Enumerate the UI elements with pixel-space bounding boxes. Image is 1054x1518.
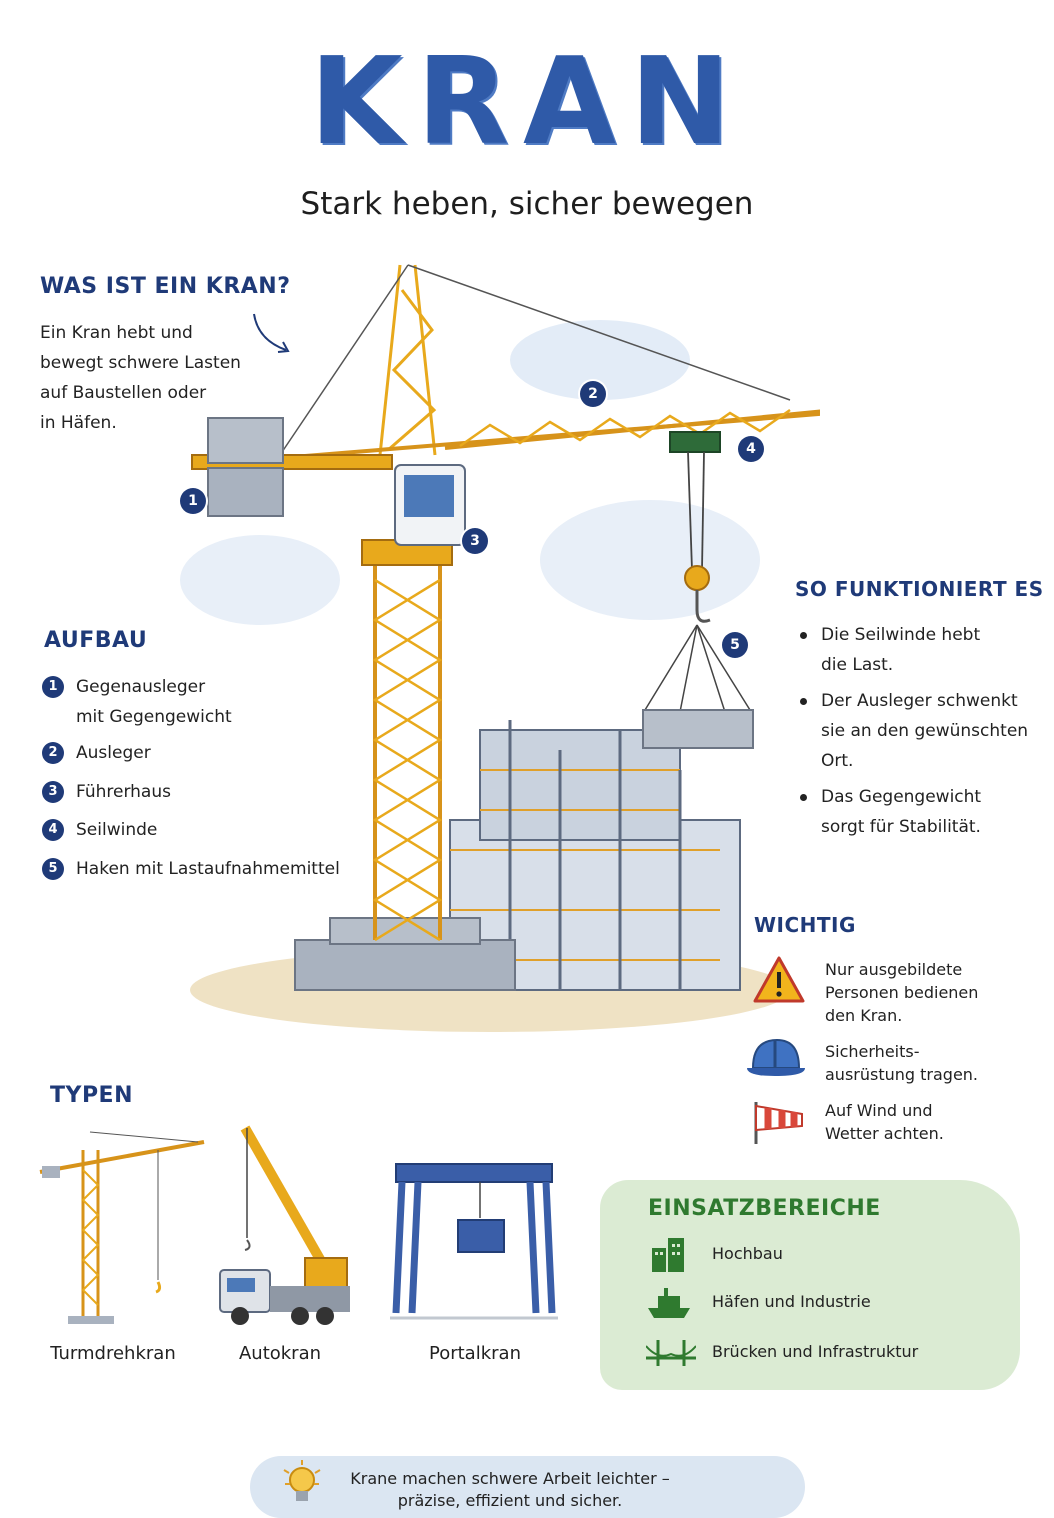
- warning-triangle-icon: [752, 955, 806, 1005]
- marker-4: 4: [738, 436, 764, 462]
- intro-text: Ein Kran hebt und bewegt schwere Lasten auf Baustellen oder in Häfen.: [40, 323, 241, 433]
- marker-3: 3: [462, 528, 488, 554]
- ship-icon: [646, 1284, 692, 1322]
- footer-text: Krane machen schwere Arbeit leichter – präzise, effizient und sicher.: [350, 1469, 670, 1510]
- page-subtitle: Stark heben, sicher bewegen: [300, 186, 754, 222]
- funktion-heading: SO FUNKTIONIERT ES: [795, 577, 1044, 601]
- bridge-icon: [646, 1336, 696, 1370]
- wichtig-item-3: Auf Wind und Wetter achten.: [825, 1101, 944, 1143]
- windsock-icon: [752, 1100, 806, 1146]
- wichtig-item-2: Sicherheits- ausrüstung tragen.: [825, 1042, 979, 1084]
- funktion-item-2: Der Ausleger schwenkt sie an den gewünschten Ort.: [800, 686, 1028, 776]
- aufbau-item-2: 2 Ausleger: [42, 738, 151, 768]
- marker-5: 5: [722, 632, 748, 658]
- page-title: KRAN: [309, 33, 745, 172]
- funktion-item-1: Die Seilwinde hebt die Last.: [800, 620, 980, 680]
- typen-heading: TYPEN: [50, 1083, 134, 1108]
- type-label-autokran: Autokran: [238, 1343, 322, 1364]
- lightbulb-icon: [282, 1460, 322, 1508]
- aufbau-item-4: 4 Seilwinde: [42, 815, 157, 845]
- mobile-crane-icon: [215, 1118, 355, 1330]
- einsatz-item-bruecken: Brücken und Infrastruktur: [712, 1342, 919, 1361]
- intro-heading: WAS IST EIN KRAN?: [40, 274, 291, 299]
- hard-hat-icon: [745, 1034, 807, 1082]
- einsatz-item-hochbau: Hochbau: [712, 1244, 783, 1263]
- funktion-item-3: Das Gegengewicht sorgt für Stabilität.: [800, 782, 981, 842]
- arrow-icon: [248, 308, 298, 358]
- marker-2: 2: [580, 381, 606, 407]
- marker-1: 1: [180, 488, 206, 514]
- type-label-portalkran: Portalkran: [429, 1343, 521, 1364]
- type-label-turmdrehkran: Turmdrehkran: [50, 1343, 176, 1364]
- aufbau-heading: AUFBAU: [44, 628, 148, 653]
- building-icon: [646, 1234, 690, 1274]
- tower-crane-icon: [38, 1130, 208, 1325]
- wichtig-item-1: Nur ausgebildete Personen bedienen den Kran.: [825, 960, 979, 1025]
- gantry-crane-icon: [388, 1158, 560, 1326]
- wichtig-heading: WICHTIG: [754, 913, 856, 937]
- aufbau-item-1: 1 Gegenausleger mit Gegengewicht: [42, 672, 232, 732]
- aufbau-item-3: 3 Führerhaus: [42, 777, 171, 807]
- einsatz-item-haefen: Häfen und Industrie: [712, 1292, 871, 1311]
- aufbau-item-5: 5 Haken mit Lastaufnahmemittel: [42, 854, 340, 884]
- einsatz-heading: EINSATZBEREICHE: [648, 1196, 881, 1221]
